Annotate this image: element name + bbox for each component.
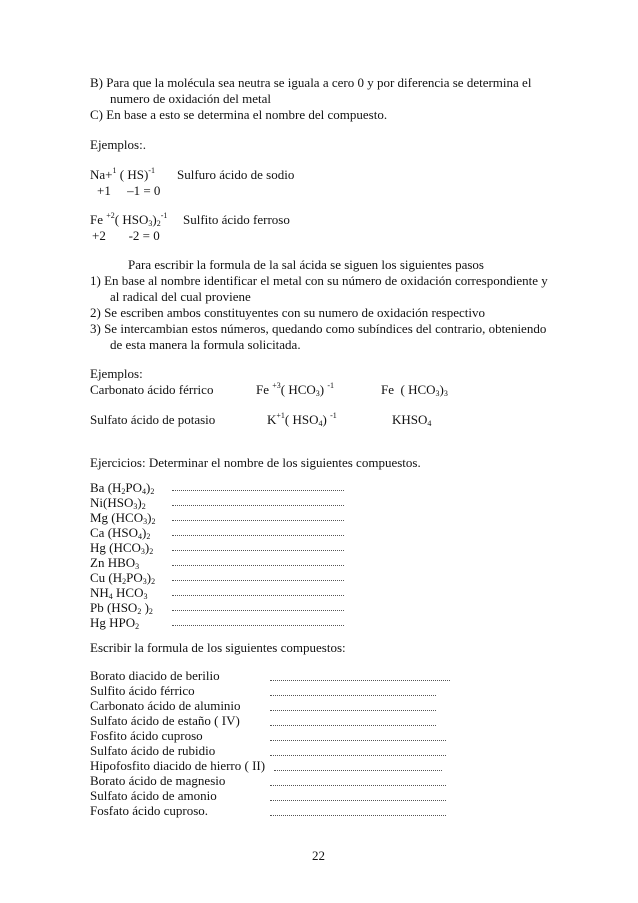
exercise1-item	[90, 570, 155, 585]
formula-part: )	[319, 382, 325, 397]
exercise1-item	[90, 510, 155, 525]
formula-sub: 3	[315, 389, 320, 398]
answer-line[interactable]	[172, 550, 344, 551]
formula-part: KHSO	[392, 412, 428, 427]
exercise1-item	[90, 525, 150, 540]
answer-line[interactable]	[172, 505, 344, 506]
answer-line[interactable]	[172, 535, 344, 536]
example2-name-row1: Carbonato ácido férrico	[90, 382, 214, 397]
answer-line[interactable]	[172, 595, 344, 596]
examples2-heading: Ejemplos:	[90, 366, 143, 381]
formula-part: )	[146, 570, 152, 585]
formula-sub: 2	[122, 577, 127, 586]
formula-part: NH	[90, 585, 109, 600]
exercise1-item	[90, 480, 154, 495]
example-formula-fehso3	[90, 212, 167, 227]
answer-line[interactable]	[172, 520, 344, 521]
exercise2-item: Fosfito ácido cuproso	[90, 728, 203, 743]
example2-result-row2	[392, 412, 431, 427]
formula-sub: 3	[133, 502, 138, 511]
example-name-fehso3: Sulfito ácido ferroso	[183, 212, 290, 227]
formula-sub: 2	[121, 487, 126, 496]
exercise1-item	[90, 540, 153, 555]
formula-part: Zn HBO	[90, 555, 136, 570]
page-number: 22	[312, 848, 325, 863]
formula-sup: +2	[106, 211, 115, 220]
formula-part: )	[439, 382, 444, 397]
formula-part: )	[142, 525, 147, 540]
formula-sub: 4	[142, 487, 147, 496]
answer-line[interactable]	[172, 610, 344, 611]
formula-part: Cu (H	[90, 570, 123, 585]
formula-part: Pb (HSO	[90, 600, 138, 615]
step-3-line2: de esta manera la formula solicitada.	[110, 337, 301, 352]
answer-line[interactable]	[270, 710, 436, 711]
answer-line[interactable]	[270, 695, 436, 696]
formula-part: Na+	[90, 167, 113, 182]
answer-line[interactable]	[274, 770, 442, 771]
formula-part: Hg (HCO	[90, 540, 141, 555]
exercise1-item	[90, 585, 147, 600]
formula-part: K	[267, 412, 277, 427]
formula-part: Ca (HSO	[90, 525, 139, 540]
formula-part: Fe	[256, 382, 269, 397]
example2-formula-row1	[256, 382, 334, 397]
answer-line[interactable]	[172, 625, 344, 626]
formula-sup: +3	[272, 381, 281, 390]
formula-sub: 3	[140, 547, 145, 556]
answer-line[interactable]	[172, 490, 344, 491]
answer-line[interactable]	[270, 725, 436, 726]
formula-sub: 4	[138, 532, 143, 541]
formula-part: PO	[125, 480, 143, 495]
formula-part: ( HCO	[280, 382, 316, 397]
formula-part: Ba (H	[90, 480, 122, 495]
formula-part: )	[146, 480, 151, 495]
formula-part: Hg HPO	[90, 615, 136, 630]
example-formula-nahs	[90, 167, 155, 182]
exercise2-item: Fosfato ácido cuproso.	[90, 803, 209, 818]
paragraph-c: C) En base a esto se determina el nombre del compuesto.	[90, 107, 388, 122]
exercise2-item: Sulfato ácido de rubidio	[90, 743, 216, 758]
formula-sub: 4	[427, 419, 432, 428]
exercise1-item	[90, 615, 139, 630]
formula-sub: 3	[443, 389, 448, 398]
exercise2-item: Sulfato ácido de amonio	[90, 788, 217, 803]
exercise1-item	[90, 495, 146, 510]
step-3-line1: 3) Se intercambian estos números, quedando como subíndices del contrario, obteniendo	[90, 321, 547, 336]
formula-sub: 3	[143, 592, 148, 601]
formula-part: ( HSO	[114, 212, 149, 227]
formula-sub: 3	[148, 219, 153, 228]
formula-part: Mg (HCO	[90, 510, 144, 525]
formula-sup: -1	[160, 211, 168, 220]
example2-formula-row2	[267, 412, 337, 427]
exercise2-item: Sulfato ácido de estaño ( IV)	[90, 713, 240, 728]
formula-part: )	[141, 600, 149, 615]
formula-sup: +1	[276, 411, 285, 420]
answer-line[interactable]	[270, 800, 446, 801]
formula-part: )	[152, 212, 157, 227]
formula-sub: 3	[135, 562, 140, 571]
formula-part: )	[137, 495, 142, 510]
formula-part: Fe	[90, 212, 103, 227]
formula-sup: 1	[112, 166, 117, 175]
answer-line[interactable]	[270, 785, 446, 786]
formula-sub: 4	[318, 419, 323, 428]
exercise1-item	[90, 555, 139, 570]
answer-line[interactable]	[270, 680, 450, 681]
formula-sub: 2	[156, 219, 161, 228]
paragraph-b-line2: numero de oxidación del metal	[110, 91, 272, 106]
steps-intro: Para escribir la formula de la sal ácida se siguen los siguientes pasos	[128, 257, 484, 272]
formula-sub: 2	[151, 517, 156, 526]
answer-line[interactable]	[172, 580, 344, 581]
exercises1-heading: Ejercicios: Determinar el nombre de los siguientes compuestos.	[90, 455, 421, 470]
formula-sub: 2	[141, 502, 146, 511]
examples-heading: Ejemplos:.	[90, 137, 146, 152]
formula-sup: -1	[327, 381, 335, 390]
answer-line[interactable]	[270, 755, 446, 756]
formula-part: )	[322, 412, 327, 427]
formula-sub: 2	[135, 622, 140, 631]
exercise2-item: Borato ácido de magnesio	[90, 773, 226, 788]
formula-part: )	[147, 510, 152, 525]
exercise2-item: Borato diacido de berilio	[90, 668, 220, 683]
formula-part: Ni(HSO	[90, 495, 134, 510]
example-calc-fehso3: +2 -2 = 0	[92, 228, 160, 243]
formula-sub: 2	[149, 547, 154, 556]
formula-sub: 3	[142, 577, 147, 586]
formula-part: ( HS)	[116, 167, 149, 182]
exercise2-item: Hipofosfito diacido de hierro ( II)	[90, 758, 266, 773]
exercise2-item: Carbonato ácido de aluminio	[90, 698, 241, 713]
paragraph-b-line1: B) Para que la molécula sea neutra se iguala a cero 0 y por diferencia se determina el	[90, 75, 532, 90]
formula-part: Fe ( HCO	[381, 382, 436, 397]
step-1-line2: al radical del cual proviene	[110, 289, 251, 304]
formula-sup: -1	[330, 411, 337, 420]
answer-line[interactable]	[172, 565, 344, 566]
formula-sub: 4	[108, 592, 113, 601]
formula-part: PO	[126, 570, 143, 585]
formula-sub: 2	[150, 487, 155, 496]
formula-sub: 2	[137, 607, 142, 616]
step-2: 2) Se escriben ambos constituyentes con su numero de oxidación respectivo	[90, 305, 485, 320]
formula-part: )	[144, 540, 150, 555]
exercises2-heading: Escribir la formula de los siguientes compuestos:	[90, 640, 346, 655]
answer-line[interactable]	[270, 815, 446, 816]
exercise2-item: Sulfito ácido férrico	[90, 683, 195, 698]
example2-name-row2: Sulfato ácido de potasio	[90, 412, 216, 427]
formula-sub: 2	[151, 577, 156, 586]
formula-sub: 2	[148, 607, 153, 616]
formula-sup: -1	[148, 166, 155, 175]
formula-sub: 3	[143, 517, 148, 526]
exercise1-item	[90, 600, 153, 615]
formula-sub: 3	[435, 389, 440, 398]
answer-line[interactable]	[270, 740, 446, 741]
formula-part: ( HSO	[284, 412, 319, 427]
example2-result-row1	[381, 382, 448, 397]
step-1-line1: 1) En base al nombre identificar el metal con su número de oxidación correspondiente y	[90, 273, 548, 288]
example-calc-nahs: +1 –1 = 0	[97, 183, 161, 198]
example-name-nahs: Sulfuro ácido de sodio	[177, 167, 295, 182]
formula-part: HCO	[112, 585, 144, 600]
formula-sub: 2	[146, 532, 151, 541]
